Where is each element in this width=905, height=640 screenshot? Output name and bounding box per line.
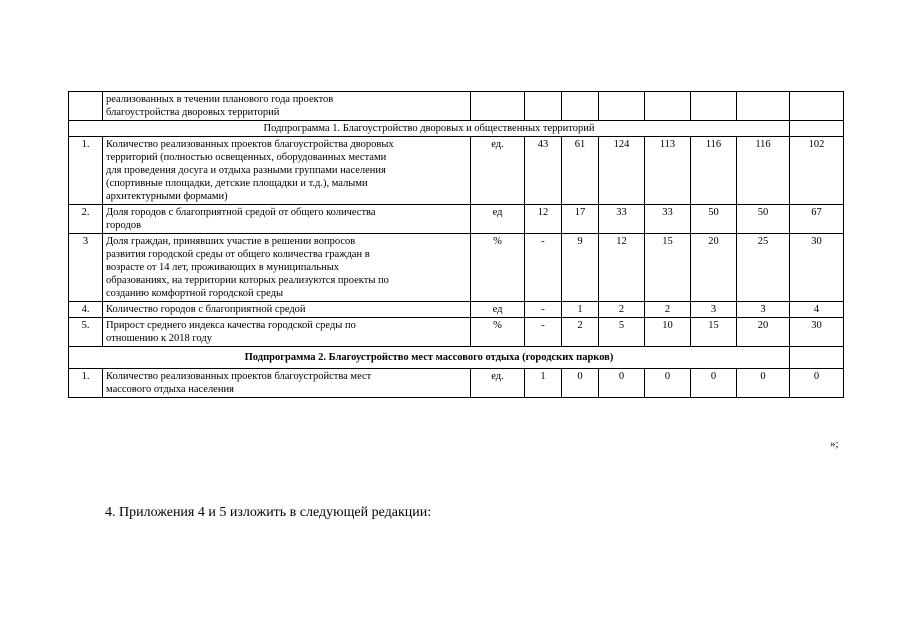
value-cell: 10: [645, 318, 691, 347]
value-cell: 15: [691, 318, 737, 347]
value-cell: 0: [691, 369, 737, 398]
value-cell: 113: [645, 137, 691, 205]
value-cell: [562, 92, 599, 121]
text-line: отношению к 2018 году: [106, 333, 212, 344]
text-line: территорий (полностью освещенных, оборудованных местами: [106, 152, 387, 163]
value-cell: 2: [562, 318, 599, 347]
text-line: архитектурными формами): [106, 191, 228, 202]
value-cell: 3: [691, 302, 737, 318]
indicators-table: [68, 91, 844, 398]
unit-cell: ед: [471, 205, 525, 234]
value-cell: 116: [737, 137, 790, 205]
value-cell: 3: [737, 302, 790, 318]
text-line: созданию комфортной городской среды: [106, 288, 284, 299]
value-cell: 0: [790, 369, 844, 398]
value-cell: 9: [562, 234, 599, 302]
value-cell: 2: [599, 302, 645, 318]
row-index: 5.: [69, 318, 103, 347]
value-cell: 102: [790, 137, 844, 205]
table-row: [69, 92, 844, 121]
text-line: Прирост среднего индекса качества городской среды по: [106, 320, 356, 331]
value-cell: 20: [691, 234, 737, 302]
value-cell: 12: [525, 205, 562, 234]
value-cell: -: [525, 234, 562, 302]
value-cell: 33: [645, 205, 691, 234]
table-row: [69, 318, 844, 347]
value-cell: [645, 92, 691, 121]
value-cell: 43: [525, 137, 562, 205]
indicator-name: [103, 137, 471, 205]
indicator-name: [103, 205, 471, 234]
value-cell: [691, 92, 737, 121]
text-line: Доля граждан, принявших участие в решении вопросов: [106, 236, 356, 247]
text-line: развития городской среды от общего количества граждан в: [106, 249, 370, 260]
closing-quote: »;: [830, 438, 839, 450]
value-cell: 20: [737, 318, 790, 347]
value-cell: 50: [737, 205, 790, 234]
table-row: [69, 205, 844, 234]
value-cell: -: [525, 302, 562, 318]
value-cell: 33: [599, 205, 645, 234]
unit-cell: ед.: [471, 369, 525, 398]
indicator-name: [103, 318, 471, 347]
text-line: Количество городов с благоприятной средой: [106, 304, 306, 315]
value-cell: 30: [790, 234, 844, 302]
value-cell: 61: [562, 137, 599, 205]
section-empty-cell: [790, 121, 844, 137]
value-cell: 12: [599, 234, 645, 302]
section-2-title: Подпрограмма 2. Благоустройство мест массового отдыха (городских парков): [69, 347, 790, 369]
value-cell: 25: [737, 234, 790, 302]
value-cell: 116: [691, 137, 737, 205]
row-index: 1.: [69, 137, 103, 205]
value-cell: 0: [645, 369, 691, 398]
value-cell: 2: [645, 302, 691, 318]
text-line: городов: [106, 220, 142, 231]
unit-cell: %: [471, 234, 525, 302]
value-cell: [525, 92, 562, 121]
unit-cell: ед.: [471, 137, 525, 205]
value-cell: 50: [691, 205, 737, 234]
idx-cell: [69, 92, 103, 121]
value-cell: 0: [562, 369, 599, 398]
section-header-row: [69, 347, 844, 369]
table-row: [69, 234, 844, 302]
value-cell: 17: [562, 205, 599, 234]
value-cell: [599, 92, 645, 121]
value-cell: 67: [790, 205, 844, 234]
unit-cell: %: [471, 318, 525, 347]
indicator-name: [103, 302, 471, 318]
table-row: [69, 302, 844, 318]
indicator-name: [103, 369, 471, 398]
text-line: благоустройства дворовых территорий: [106, 107, 280, 118]
unit-cell: [471, 92, 525, 121]
row-index: 4.: [69, 302, 103, 318]
value-cell: 4: [790, 302, 844, 318]
value-cell: [790, 92, 844, 121]
text-line: для проведения досуга и отдыха разными группами населения: [106, 165, 386, 176]
section-1-title: Подпрограмма 1. Благоустройство дворовых и общественных территорий: [69, 121, 790, 137]
text-line: (спортивные площадки, детские площадки и т.д.), малыми: [106, 178, 368, 189]
indicator-name: [103, 234, 471, 302]
text-line: реализованных в течении планового года проектов: [106, 94, 334, 105]
text-line: Доля городов с благоприятной средой от общего количества: [106, 207, 376, 218]
text-line: Количество реализованных проектов благоустройства дворовых: [106, 139, 394, 150]
unit-cell: ед: [471, 302, 525, 318]
body-paragraph: 4. Приложения 4 и 5 изложить в следующей редакции:: [105, 505, 432, 520]
row-index: 1.: [69, 369, 103, 398]
section-empty-cell: [790, 347, 844, 369]
section-header-row: [69, 121, 844, 137]
text-line: образованиях, на территории которых реализуются проекты по: [106, 275, 389, 286]
text-line: массового отдыха населения: [106, 384, 234, 395]
table-row: [69, 369, 844, 398]
value-cell: -: [525, 318, 562, 347]
row-index: 2.: [69, 205, 103, 234]
value-cell: 30: [790, 318, 844, 347]
value-cell: 0: [737, 369, 790, 398]
value-cell: 124: [599, 137, 645, 205]
value-cell: 1: [562, 302, 599, 318]
value-cell: 15: [645, 234, 691, 302]
row-index: 3: [69, 234, 103, 302]
table-row: [69, 137, 844, 205]
value-cell: [737, 92, 790, 121]
text-line: Количество реализованных проектов благоустройства мест: [106, 371, 372, 382]
value-cell: 1: [525, 369, 562, 398]
value-cell: 5: [599, 318, 645, 347]
text-cell: [103, 92, 471, 121]
value-cell: 0: [599, 369, 645, 398]
text-line: возрасте от 14 лет, проживающих в муниципальных: [106, 262, 340, 273]
